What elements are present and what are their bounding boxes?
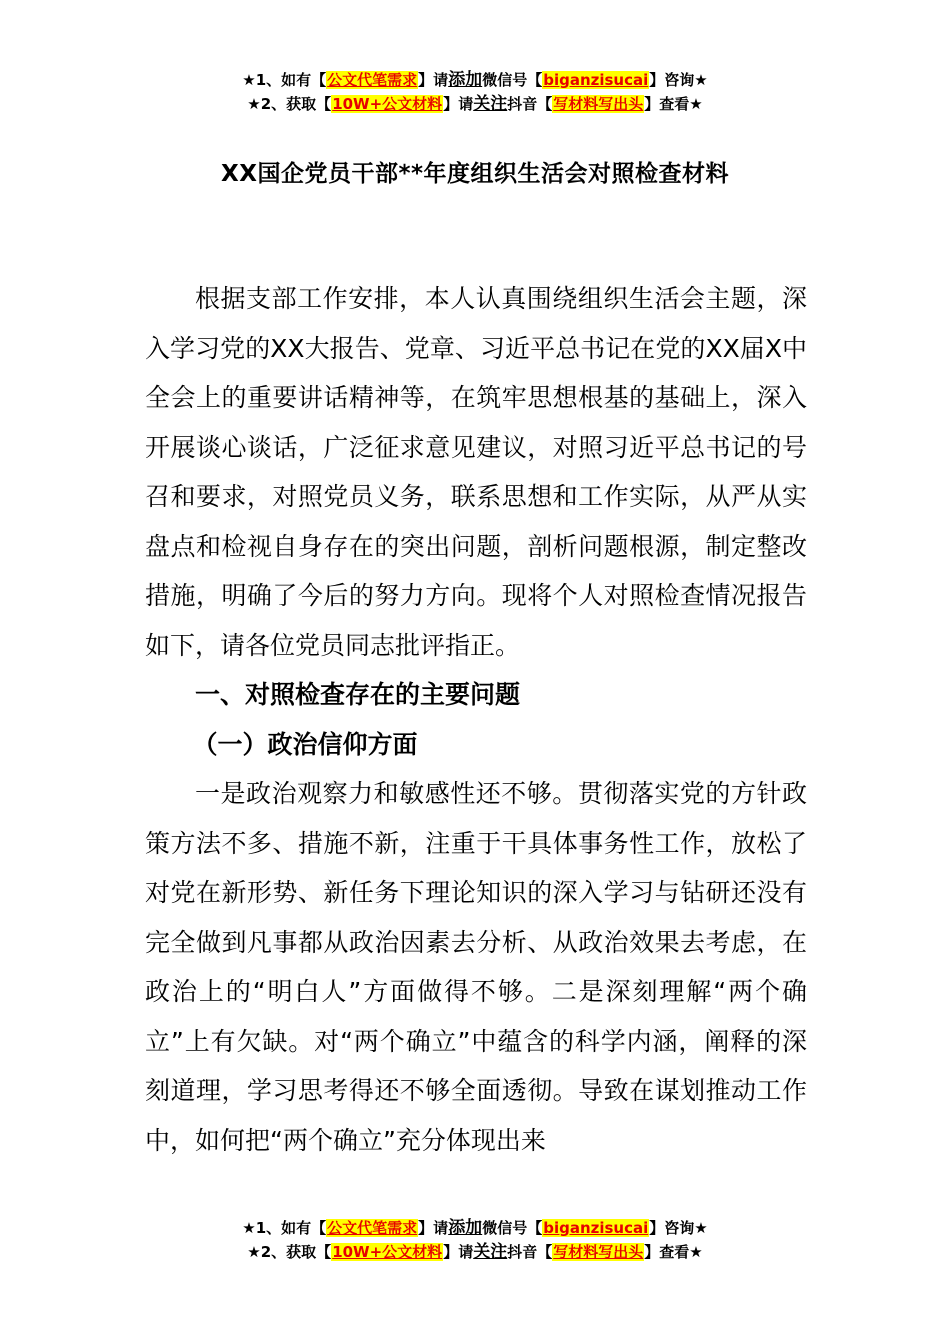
subsection-heading: （一）政治信仰方面	[192, 729, 418, 759]
banner-line-1: ★1、如有【公文代笔需求】请添加微信号【biganzisucai】咨询★	[242, 1218, 708, 1238]
document-title: XX国企党员干部**年度组织生活会对照检查材料	[220, 161, 730, 187]
footer-banner	[0, 1216, 950, 1264]
highlight-writing-service: 公文代笔需求	[327, 71, 418, 89]
section-heading: 一、对照检查存在的主要问题	[195, 680, 521, 709]
banner-line-1: ★1、如有【公文代笔需求】请添加微信号【biganzisucai】咨询★	[242, 70, 708, 90]
banner-line-2: ★2、获取【10W+公文材料】请关注抖音【写材料写出头】查看★	[247, 1242, 703, 1262]
document-body	[145, 274, 807, 1165]
highlight-wechat-id: biganzisucai	[543, 1219, 649, 1237]
highlight-wechat-id: biganzisucai	[543, 71, 649, 89]
highlight-writing-service: 公文代笔需求	[327, 1219, 418, 1237]
intro-paragraph: 根据支部工作安排，本人认真围绕组织生活会主题，深入学习党的XX大报告、党章、习近平总书记在党的XX届X中全会上的重要讲话精神等，在筑牢思想根基的基础上，深入开展谈心谈话，广泛征求意见建议，对照习近平总书记的号召和要求，对照党员义务，联系思想和工作实际，从严从实盘点和检视自身存在的突出问题，剖析问题根源，制定整改措施，明确了今后的努力方向。现将个人对照检查情况报告如下，请各位党员同志批评指正。	[145, 284, 807, 660]
highlight-materials: 10W+公文材料	[332, 1243, 443, 1261]
highlight-douyin-account: 写材料写出头	[553, 1243, 644, 1261]
header-banner	[0, 68, 950, 116]
highlight-douyin-account: 写材料写出头	[553, 95, 644, 113]
banner-line-2: ★2、获取【10W+公文材料】请关注抖音【写材料写出头】查看★	[247, 94, 703, 114]
body-paragraph: 一是政治观察力和敏感性还不够。贯彻落实党的方针政策方法不多、措施不新，注重于干具体事务性工作，放松了对党在新形势、新任务下理论知识的深入学习与钻研还没有完全做到凡事都从政治因素去分析、从政治效果去考虑，在政治上的“明白人”方面做得不够。二是深刻理解“两个确立”上有欠缺。对“两个确立”中蕴含的科学内涵，阐释的深刻道理，学习思考得还不够全面透彻。导致在谋划推动工作中，如何把“两个确立”充分体现出来	[145, 779, 807, 1155]
highlight-materials: 10W+公文材料	[332, 95, 443, 113]
